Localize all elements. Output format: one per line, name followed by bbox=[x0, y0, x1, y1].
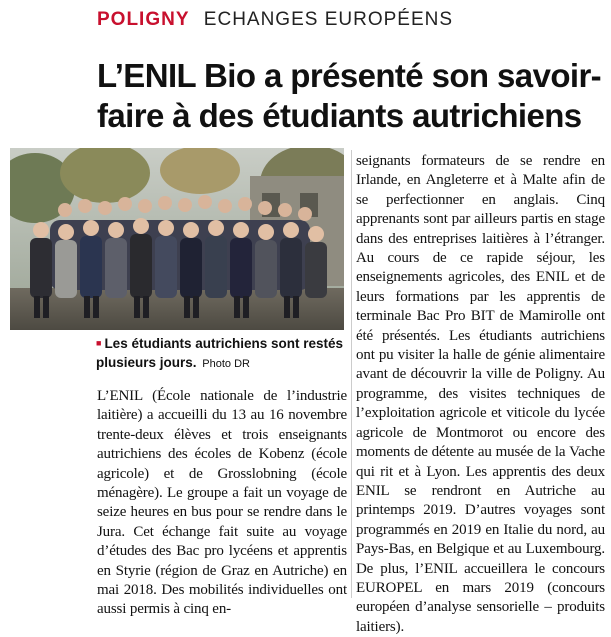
section-kicker bbox=[97, 8, 453, 32]
photo-credit: Photo DR bbox=[202, 358, 250, 370]
caption-text: Les étudiants autrichiens sont restés plusieurs jours. bbox=[96, 336, 344, 370]
photo-caption bbox=[96, 334, 348, 374]
kicker-town: POLIGNY bbox=[97, 9, 190, 30]
article-headline: L’ENIL Bio a présenté son savoir-faire à des étudiants autrichiens bbox=[97, 57, 602, 134]
article-column-right: seignants formateurs de se rendre en Irlande, en Angleterre et à Malte afin de se perfectionner en anglais. Cinq apprenants sont par ailleurs partis en stage dans des entreprises laitières à l’étranger. Au cours de ce rapide séjour, les enseignements agricoles, des ENIL et de leurs formations par les apprentis de terminale Bac Pro BIT de Mamirolle ont été présentés. Les étudiants autrichiens ont pu visiter la halle de génie alimentaire avant de découvrir la ville de Poligny. Au programme, des visites techniques de l’exploitation agricole et viticole du lycée agricole de Montmorot ou encore des moments de détente au musée de la Vache qui rit et à Lyon. Les apprentis des deux ENIL se rendront en Autriche au printemps 2019. D’autres voyages sont programmés en 2019 en Italie du nord, au Pays-Bas, en Belgique et au Luxembourg. De plus, l’ENIL accueillera le concours EUROPEL en mars 2019 (concours européen d’analyse sensorielle – produits laitiers). bbox=[356, 153, 605, 635]
group-photo-illustration bbox=[10, 148, 344, 330]
column-divider bbox=[351, 150, 352, 598]
caption-bullet-icon: ■ bbox=[96, 338, 102, 348]
group-photo bbox=[10, 148, 344, 330]
article-column-left: L’ENIL (École nationale de l’industrie laitière) a accueilli du 13 au 16 novembre trente-deux élèves et trois enseignants autrichiens des écoles de Kobenz (école agricole) et de Grosslobning (école ménagère). Le groupe a fait un voyage de seize heures en bus pour se rendre dans le Jura. Cet échange fait suite au voyage d’études des Bac pro lycéens et apprentis en Styrie (région de Graz en Autriche) en mai 2018. Des mobilités individuelles ont aussi permis à cinq en- bbox=[97, 388, 347, 618]
kicker-topic: ECHANGES EUROPÉENS bbox=[203, 9, 454, 30]
